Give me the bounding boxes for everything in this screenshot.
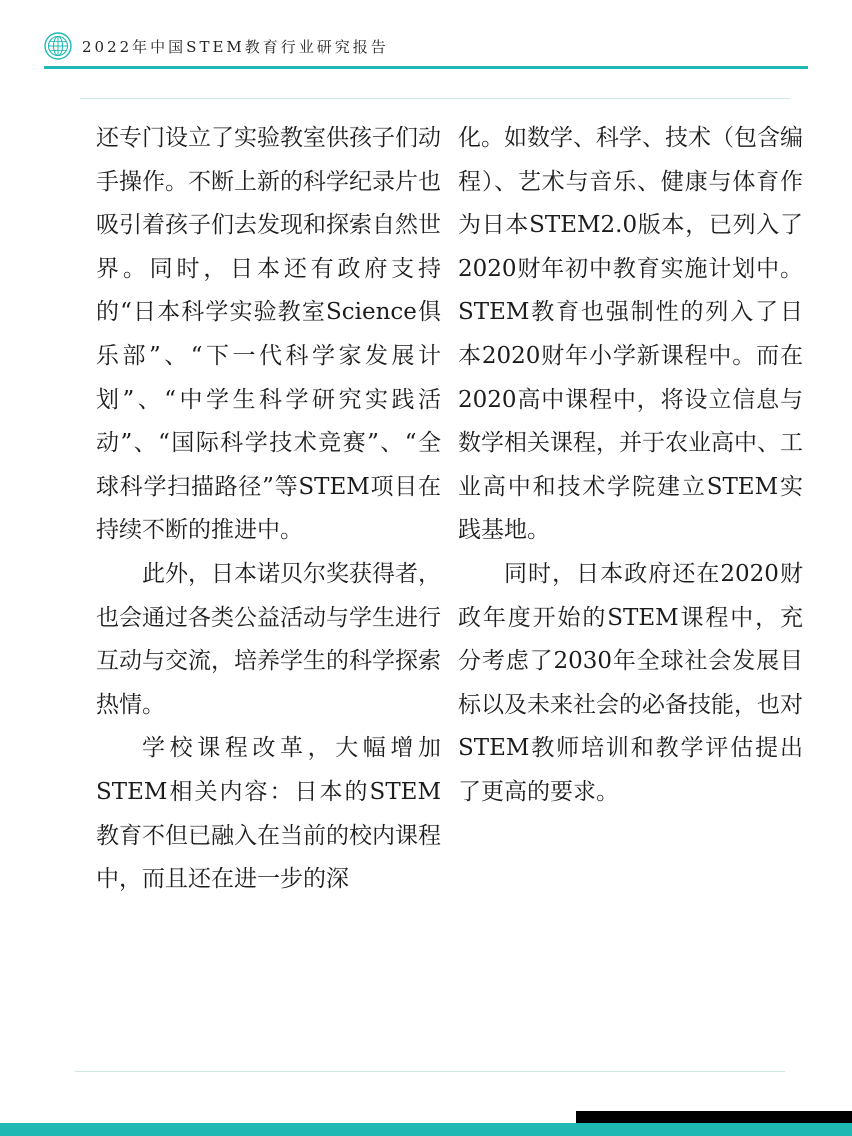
- footer-black-bar: [576, 1111, 852, 1123]
- content-top-divider: [80, 98, 790, 99]
- right-paragraph-1: 化。如数学、科学、技术（包含编程）、艺术与音乐、健康与体育作为日本STEM2.0版本，已列入了2020财年初中教育实施计划中。STEM教育也强制性的列入了日本2020财年小学新课程中。而在2020高中课程中，将设立信息与数学相关课程，并于农业高中、工业高中和技术学院建立STEM实践基地。: [458, 125, 803, 544]
- left-text-column: [96, 117, 441, 902]
- content-bottom-divider: [75, 1071, 785, 1072]
- globe-logo-icon: [44, 32, 72, 60]
- report-title: 2022年中国STEM教育行业研究报告: [82, 38, 389, 56]
- right-paragraph-2: 同时，日本政府还在2020财政年度开始的STEM课程中，充分考虑了2030年全球社会发展目标以及未来社会的必备技能，也对STEM教师培训和教学评估提出了更高的要求。: [458, 560, 803, 805]
- right-text-column: [458, 117, 803, 815]
- footer-accent-bar: [0, 1123, 852, 1136]
- left-paragraph-3: 学校课程改革，大幅增加STEM相关内容：日本的STEM教育不但已融入在当前的校内课程中，而且还在进一步的深: [96, 735, 441, 893]
- left-paragraph-2: 此外，日本诺贝尔奖获得者，也会通过各类公益活动与学生进行互动与交流，培养学生的科学探索热情。: [96, 560, 441, 718]
- left-paragraph-1: 还专门设立了实验教室供孩子们动手操作。不断上新的科学纪录片也吸引着孩子们去发现和探索自然世界。同时，日本还有政府支持的“日本科学实验教室Science俱乐部”、“下一代科学家发展计划”、“中学生科学研究实践活动”、“国际科学技术竞赛”、“全球科学扫描路径”等STEM项目在持续不断的推进中。: [96, 125, 441, 544]
- header-divider: [44, 66, 808, 69]
